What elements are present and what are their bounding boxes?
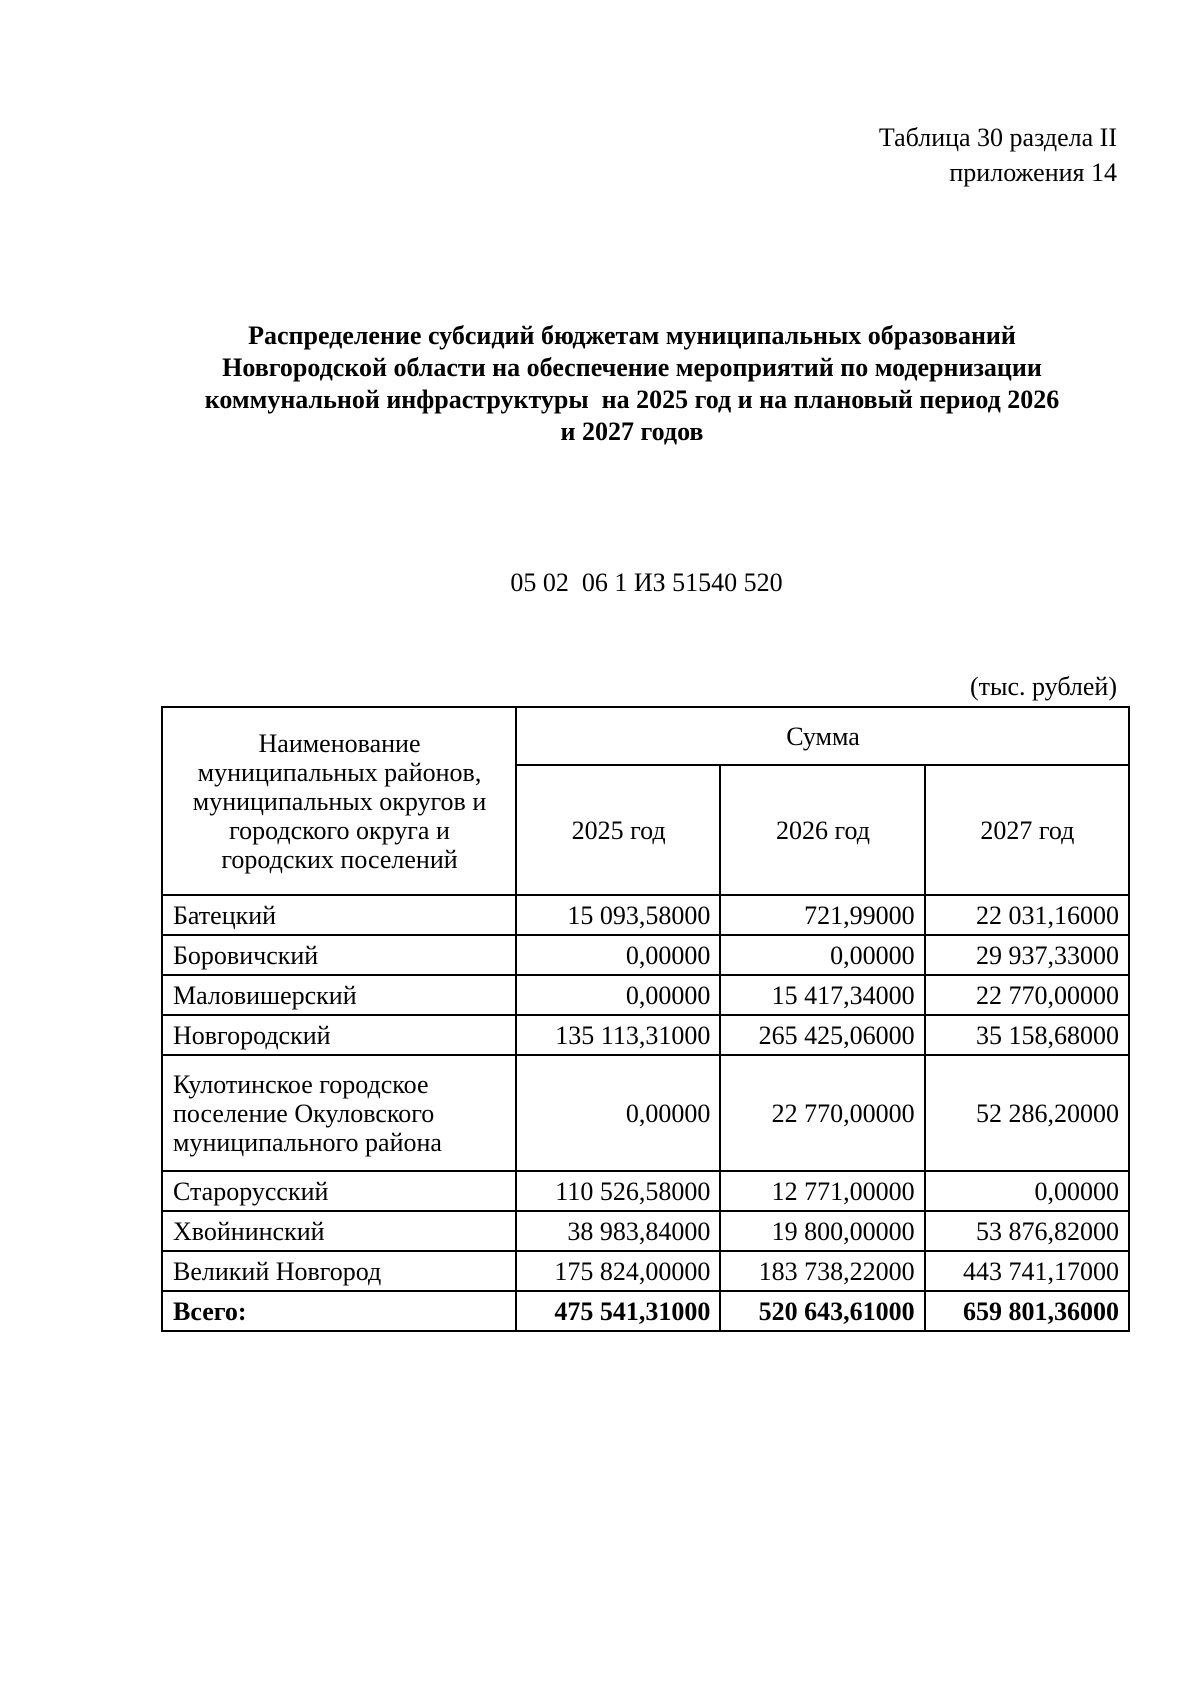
total-label: Всего: [162, 1291, 516, 1331]
column-header-name: Наименование муниципальных районов, муниципальных округов и городского округа и городских поселений [162, 707, 516, 895]
budget-classification-code: 05 02 06 1 ИЗ 51540 520 [510, 568, 783, 597]
total-2027: 659 801,36000 [925, 1291, 1129, 1331]
amount-2027: 22 770,00000 [925, 975, 1129, 1015]
title-line: Распределение субсидий бюджетам муниципальных образований [248, 321, 1016, 350]
amount-2027: 22 031,16000 [925, 895, 1129, 935]
amount-2025: 0,00000 [516, 975, 720, 1015]
amount-2025: 110 526,58000 [516, 1171, 720, 1211]
municipality-name: Батецкий [162, 895, 516, 935]
column-header-2027: 2027 год [925, 765, 1129, 895]
amount-2025: 175 824,00000 [516, 1251, 720, 1291]
amount-2026: 721,99000 [720, 895, 924, 935]
amount-2026: 12 771,00000 [720, 1171, 924, 1211]
amount-2026: 183 738,22000 [720, 1251, 924, 1291]
table-row [162, 1171, 1129, 1211]
subsidy-table [161, 706, 1130, 1332]
document-title [160, 320, 1104, 448]
column-header-sum: Сумма [516, 707, 1129, 765]
column-header-2025: 2025 год [516, 765, 720, 895]
table-row [162, 895, 1129, 935]
amount-2027: 29 937,33000 [925, 935, 1129, 975]
amount-2027: 52 286,20000 [925, 1055, 1129, 1171]
title-line: Новгородской области на обеспечение мероприятий по модернизации [222, 353, 1042, 382]
title-line: и 2027 годов [560, 417, 704, 446]
amount-2026: 265 425,06000 [720, 1015, 924, 1055]
municipality-name: Маловишерский [162, 975, 516, 1015]
appendix-reference [879, 120, 1117, 190]
municipality-name: Новгородский [162, 1015, 516, 1055]
table-row [162, 1055, 1129, 1171]
amount-2025: 0,00000 [516, 935, 720, 975]
appendix-number: приложения 14 [949, 158, 1117, 187]
amount-2026: 22 770,00000 [720, 1055, 924, 1171]
municipality-name: Кулотинское городское поселение Окуловского муниципального района [162, 1055, 516, 1171]
municipality-name: Старорусский [162, 1171, 516, 1211]
total-row [162, 1291, 1129, 1331]
amount-2025: 0,00000 [516, 1055, 720, 1171]
amount-2027: 35 158,68000 [925, 1015, 1129, 1055]
amount-2026: 15 417,34000 [720, 975, 924, 1015]
amount-2027: 0,00000 [925, 1171, 1129, 1211]
municipality-name: Хвойнинский [162, 1211, 516, 1251]
amount-2025: 135 113,31000 [516, 1015, 720, 1055]
table-reference: Таблица 30 раздела II [878, 123, 1117, 152]
total-2026: 520 643,61000 [720, 1291, 924, 1331]
table-row [162, 935, 1129, 975]
column-header-2026: 2026 год [720, 765, 924, 895]
amount-2027: 53 876,82000 [925, 1211, 1129, 1251]
municipality-name: Боровичский [162, 935, 516, 975]
table-row [162, 975, 1129, 1015]
municipality-name: Великий Новгород [162, 1251, 516, 1291]
units-label: (тыс. рублей) [969, 672, 1117, 701]
title-line: коммунальной инфраструктуры на 2025 год и на плановый период 2026 [204, 385, 1060, 414]
amount-2026: 19 800,00000 [720, 1211, 924, 1251]
amount-2025: 15 093,58000 [516, 895, 720, 935]
total-2025: 475 541,31000 [516, 1291, 720, 1331]
table-row [162, 1211, 1129, 1251]
amount-2027: 443 741,17000 [925, 1251, 1129, 1291]
amount-2025: 38 983,84000 [516, 1211, 720, 1251]
table-row [162, 1015, 1129, 1055]
table-row [162, 1251, 1129, 1291]
amount-2026: 0,00000 [720, 935, 924, 975]
